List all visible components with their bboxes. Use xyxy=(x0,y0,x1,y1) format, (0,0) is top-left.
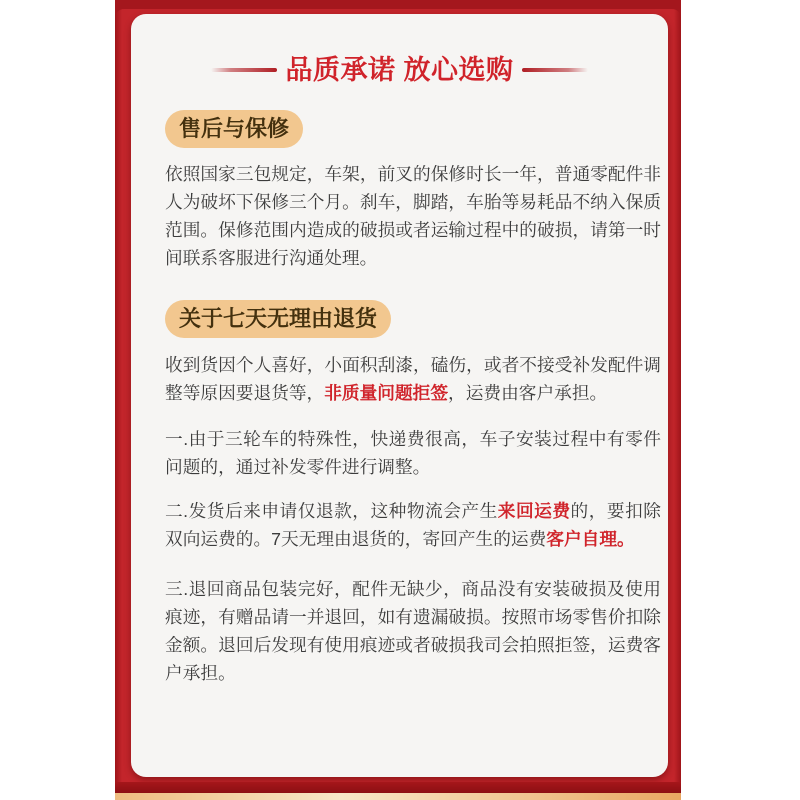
text-segment: 收到货因个人喜好，小面积刮漆，磕伤，或者不接受补发配件调整等原因要退货等， xyxy=(165,355,661,403)
text-segment: 二.发货后来申请仅退款，这种物流会产生 xyxy=(165,501,498,521)
badge-return-policy xyxy=(165,300,391,338)
text-segment-highlight: 非质量问题拒签 xyxy=(324,383,449,403)
promo-card xyxy=(115,0,681,800)
badge-after-sales xyxy=(165,110,303,148)
text-segment: 的，要扣除双向运费的。7天无理由退货的，寄回产生的运费 xyxy=(165,501,661,549)
text-segment: ，运费由客户承担。 xyxy=(448,383,608,403)
title-dash-right-icon xyxy=(522,68,588,72)
paragraph-warranty xyxy=(165,160,661,272)
text-segment-highlight: 客户自理。 xyxy=(546,529,635,549)
paragraph-rule-three xyxy=(165,575,661,687)
gold-accent-bar xyxy=(115,793,681,800)
text-segment-highlight: 来回运费 xyxy=(497,501,571,521)
page-title: 品质承诺 放心选购 xyxy=(285,55,514,85)
content-panel xyxy=(131,14,668,777)
title-row xyxy=(131,52,668,88)
paragraph-rule-two xyxy=(165,497,661,553)
text-segment: 一.由于三轮车的特殊性，快递费很高，车子安装过程中有零件问题的，通过补发零件进行调整。 xyxy=(165,429,661,477)
text-segment: 依照国家三包规定，车架，前叉的保修时长一年，普通零配件非人为破坏下保修三个月。刹车，脚踏，车胎等易耗品不纳入保质范围。保修范围内造成的破损或者运输过程中的破损，请第一时间联系客服进行沟通处理。 xyxy=(165,164,661,268)
badge-after-sales-label: 售后与保修 xyxy=(179,116,290,141)
title-dash-left-icon xyxy=(211,68,277,72)
paragraph-rule-one xyxy=(165,425,661,481)
paragraph-return-conditions xyxy=(165,351,661,407)
card-bottom-shade xyxy=(115,782,681,793)
text-segment: 三.退回商品包装完好，配件无缺少，商品没有安装破损及使用痕迹，有赠品请一并退回，如有遗漏破损。按照市场零售价扣除金额。退回后发现有使用痕迹或者破损我司会拍照拒签，运费客户承担。 xyxy=(165,579,661,683)
badge-return-policy-label: 关于七天无理由退货 xyxy=(179,306,378,331)
